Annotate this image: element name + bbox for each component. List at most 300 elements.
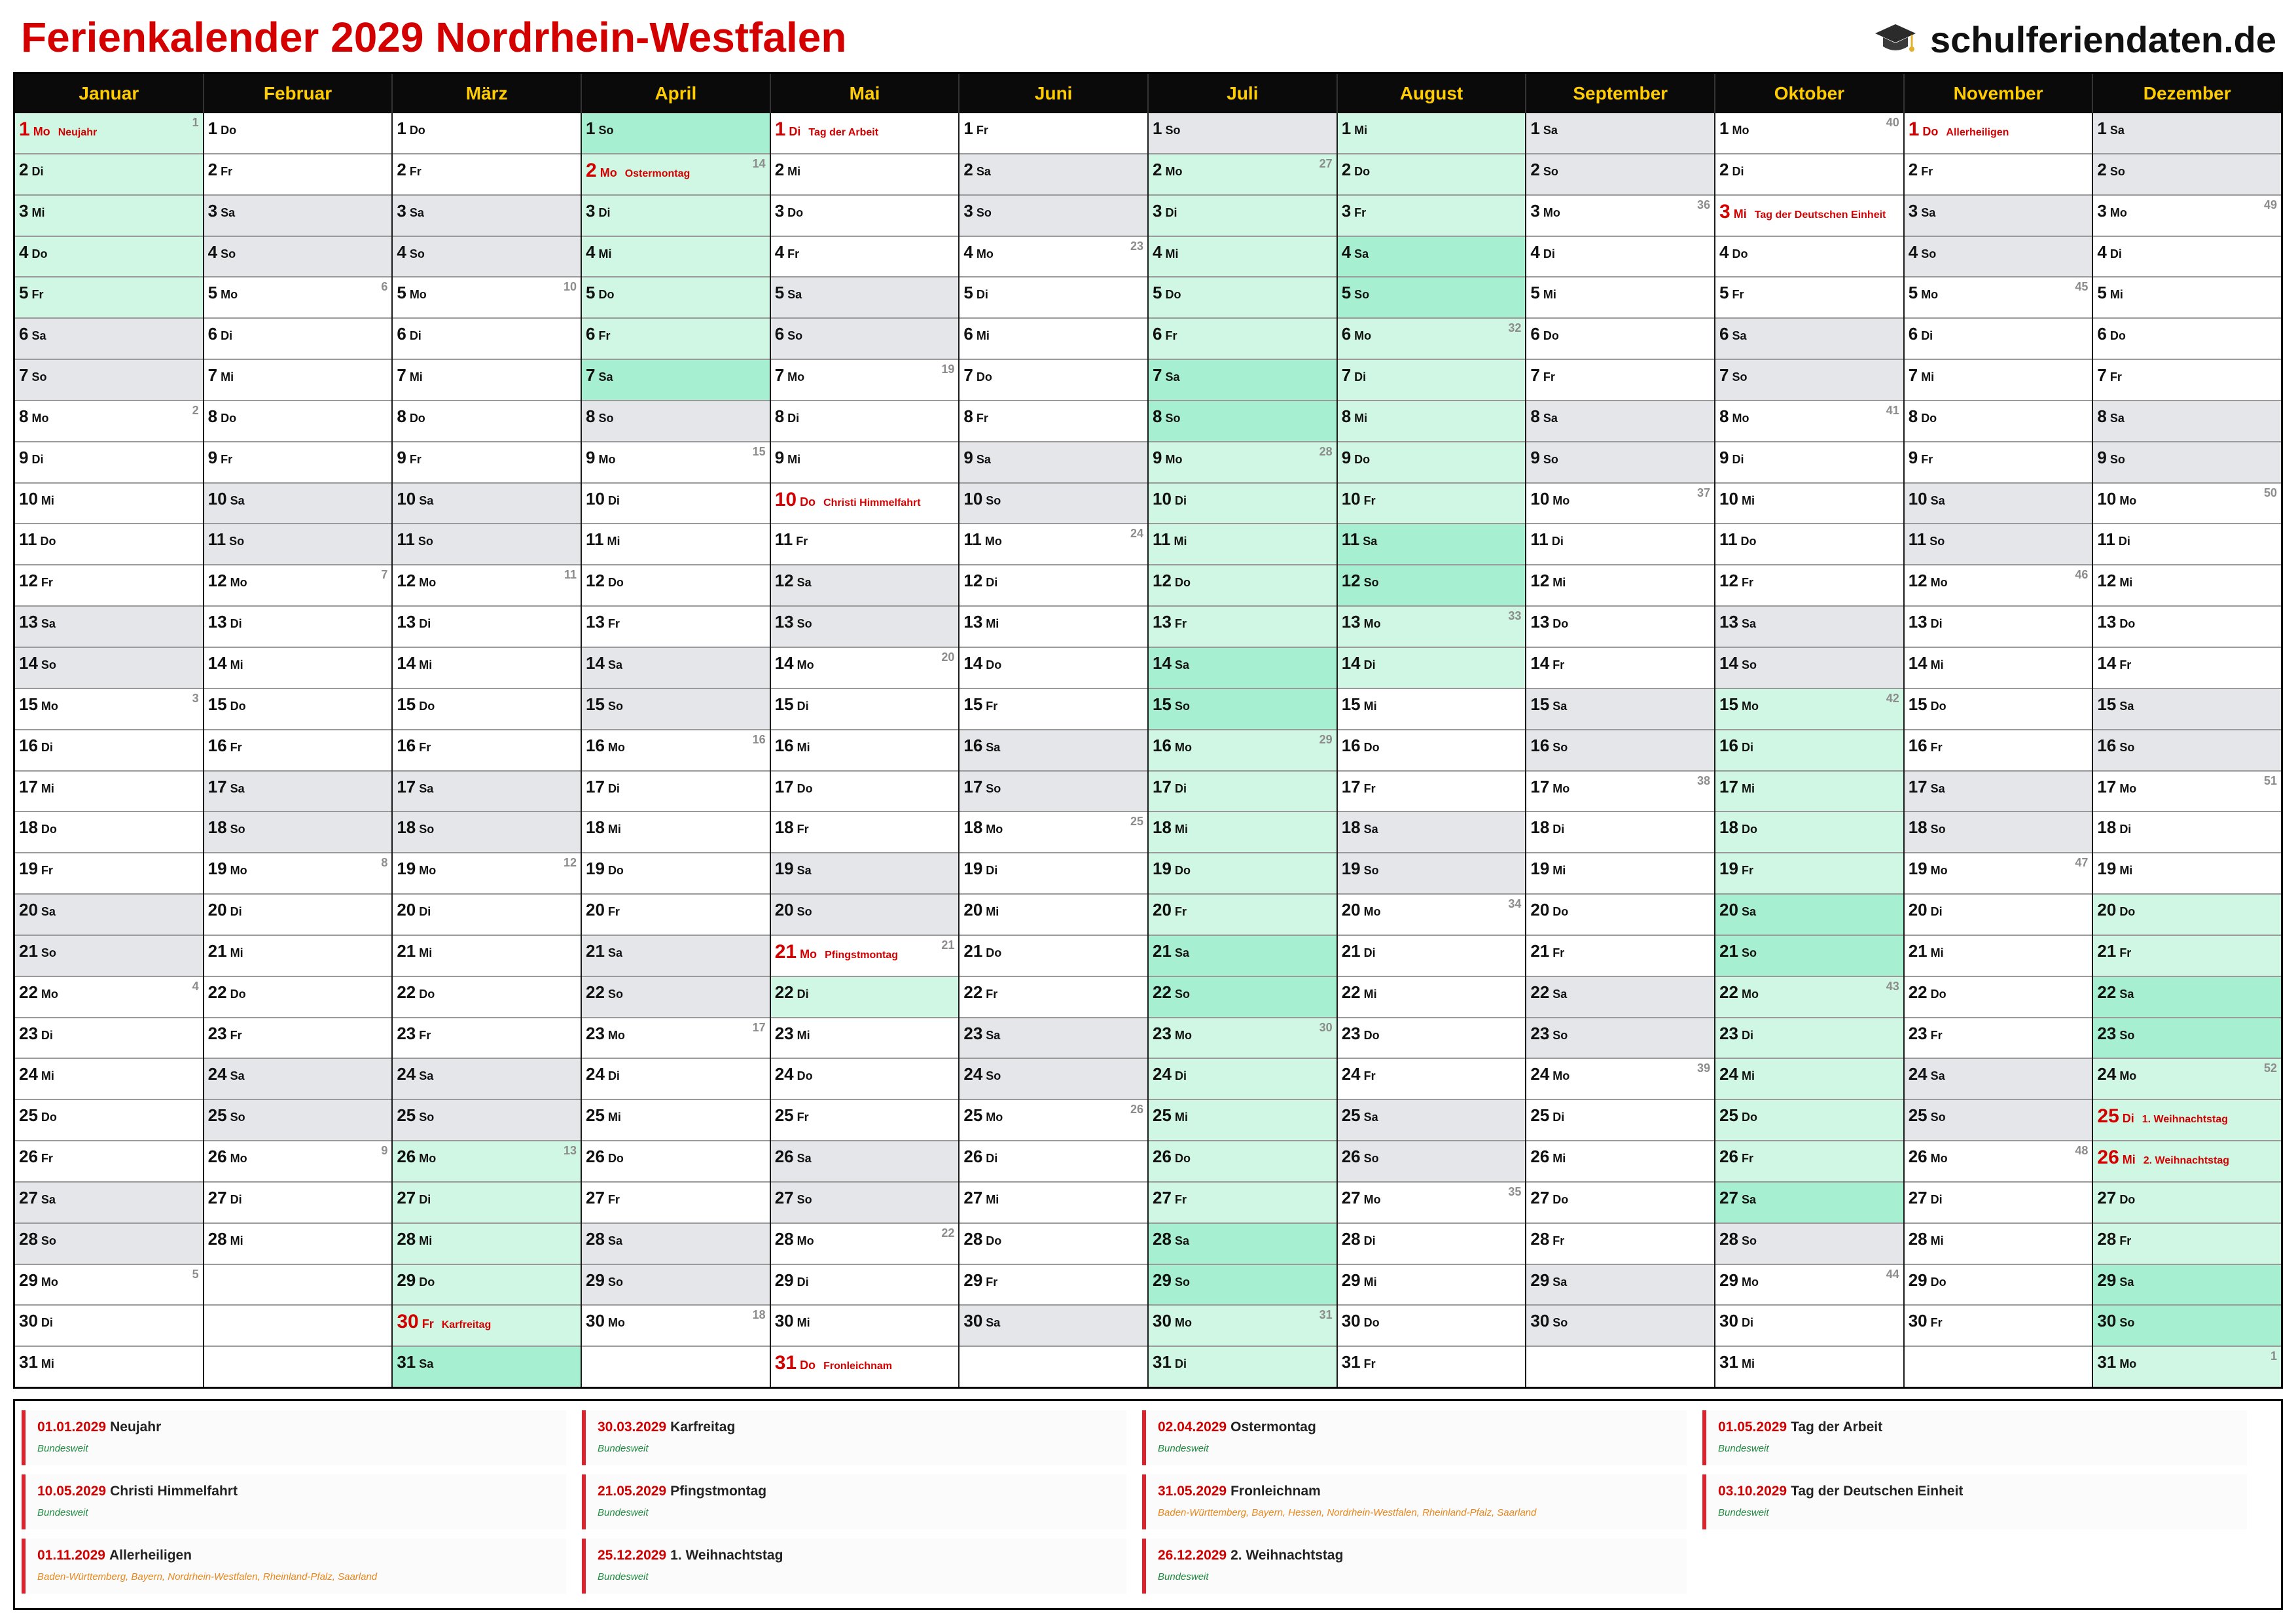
day-number: 3 So [963,200,992,221]
holiday-name: Tag der Arbeit [808,127,879,138]
weekday-label: Mo [1165,452,1183,466]
weekday-label: Do [2119,905,2136,919]
weekday-label: Do [1354,452,1371,466]
day-cell [204,401,392,442]
day-cell [1905,484,2092,525]
day-number: 10 Mo [2097,488,2137,508]
brand[interactable] [1874,18,2276,61]
day-cell [393,895,581,936]
weekday-label: Di [1363,946,1376,959]
day-cell [771,360,959,401]
weekday-label: Di [1921,329,1933,343]
day-number: 4 Fr [774,241,800,262]
day-number: 14 Mi [1908,652,1944,673]
day-number: 26 So [1341,1147,1379,1167]
week-number: 9 [381,1144,388,1158]
day-number: 15 Di [774,694,809,714]
day-number: 4 Mi [1153,241,1179,262]
weekday-label: So [976,205,992,219]
day-number: 1 Do [207,118,237,138]
weekday-label: Sa [1363,1111,1378,1124]
day-cell [15,565,203,607]
day-number: 9 Fr [397,447,422,467]
day-cell [1526,1306,1714,1347]
day-number: 3 Mo [1530,200,1560,221]
weekday-label: Di [787,411,800,425]
day-number: 30 Mi [774,1311,810,1331]
day-cell [1338,484,1526,525]
day-number: 13 Fr [586,612,620,632]
day-number: 25 Do [1719,1105,1757,1126]
day-cell [1149,1018,1336,1060]
day-number: 24 Di [586,1064,620,1084]
day-cell [1149,565,1336,607]
day-number: 8 Di [774,406,800,426]
weekday-label: Mi [1174,535,1187,548]
day-cell [1526,812,1714,853]
day-number: 12 Sa [774,571,812,591]
weekday-label: Do [1921,411,1937,425]
day-number: 1 Do [397,118,425,138]
legend-scope: Bundesweit [1158,1443,1209,1454]
day-number: 17 Mi [1719,776,1755,796]
legend-title [37,1419,566,1435]
weekday-label: Di [1741,1028,1753,1042]
day-cell [1715,812,1903,853]
weekday-label: Do [607,1152,624,1166]
weekday-label: Sa [230,493,245,507]
day-number: 8 Fr [963,406,988,426]
day-number: 25 So [207,1105,245,1126]
day-cell [582,1224,770,1265]
day-cell [1715,1224,1903,1265]
day-number: 20 Sa [1719,900,1756,920]
day-cell [960,730,1147,772]
day-number: 30 So [1530,1311,1568,1331]
weekday-label: So [1354,288,1370,302]
day-cell [1905,812,2092,853]
weekday-label: Di [789,125,801,138]
day-cell [1715,895,1903,936]
day-cell [1526,196,1714,237]
week-number: 43 [1886,979,1899,993]
weekday-label: Fr [1552,946,1565,959]
day-number: 26 Fr [19,1147,53,1167]
day-number: 2 Fr [207,159,233,179]
legend-holiday-name: Neujahr [110,1419,162,1435]
weekday-label: Mi [1741,781,1755,795]
day-number: 21 Fr [1530,940,1565,961]
day-cell [1338,853,1526,895]
day-number: 2 Di [19,159,44,179]
day-number: 11 Di [1530,529,1564,550]
day-number: 28 Sa [1153,1228,1189,1249]
legend-holiday-name: Pfingstmontag [670,1484,767,1499]
weekday-label: Sa [976,164,991,178]
day-cell [15,895,203,936]
legend-item [22,1474,566,1529]
day-number: 2 Do [1341,159,1371,179]
day-number: 22 Sa [1530,982,1568,1002]
day-cell [771,607,959,648]
day-cell [2093,1265,2281,1306]
weekday-label: Mo [797,658,814,671]
day-cell [1715,1018,1903,1060]
day-cell [1905,442,2092,484]
day-number: 17 Do [774,776,813,796]
empty-day-cell [204,1347,392,1387]
day-cell [1715,113,1903,154]
day-cell [204,277,392,319]
legend-item [1142,1410,1687,1465]
day-cell [393,1265,581,1306]
legend-scope: Bundesweit [37,1443,88,1454]
day-number: 28 So [19,1228,56,1249]
day-cell [15,237,203,278]
day-cell [1338,319,1526,360]
day-number: 24 Do [774,1064,813,1084]
day-cell [15,936,203,977]
holiday-name: Ostermontag [624,168,691,179]
day-number: 22 Mo [1719,982,1759,1002]
day-cell [1526,154,1714,196]
day-number: 5 Do [586,283,615,303]
day-number: 21 Mi [397,940,433,961]
day-number: 18 Fr [774,817,809,838]
weekday-label: Fr [598,329,611,343]
day-cell [771,853,959,895]
day-number: 26 Mo [1908,1147,1948,1167]
day-number: 17 Mi [19,776,54,796]
day-number: 22 Di [774,982,809,1002]
day-cell [771,277,959,319]
weekday-label: So [2109,164,2125,178]
day-number: 19 Mo [1908,859,1948,879]
weekday-label: Do [607,864,624,878]
weekday-label: Do [1543,329,1559,343]
weekday-label: Do [409,124,425,137]
day-number: 6 Fr [1153,324,1177,344]
day-number: 23 Fr [397,1023,431,1043]
day-number: 29 Fr [963,1270,998,1290]
weekday-label: So [1741,1234,1757,1247]
weekday-label: Mo [1552,781,1570,795]
weekday-label: So [1921,247,1937,260]
day-cell [960,196,1147,237]
day-cell [1338,237,1526,278]
day-cell [393,113,581,154]
holiday-day-cell [15,113,203,154]
day-number: 15 So [1153,694,1190,714]
legend-holiday-name: Allerheiligen [109,1548,192,1563]
day-number: 16 Fr [397,735,431,755]
weekday-label: So [1930,823,1946,836]
day-number: 18 Di [2097,817,2132,838]
day-cell [960,154,1147,196]
weekday-label: Sa [1741,905,1756,919]
day-number: 8 Sa [2097,406,2125,426]
day-number: 19 Mi [1530,859,1566,879]
day-number: 8 Mo [19,406,49,426]
weekday-label: Di [31,452,44,466]
week-number: 21 [941,938,955,952]
weekday-label: Di [986,576,998,590]
day-number: 7 Mi [1908,365,1935,385]
day-cell [1715,607,1903,648]
day-number: 14 Do [963,652,1002,673]
day-number: 20 Fr [586,900,620,920]
weekday-label: Mi [1741,1357,1755,1371]
weekday-label: Mo [600,166,617,179]
day-number: 8 Mi [1341,406,1368,426]
day-number: 6 Mi [963,324,990,344]
weekday-label: Mo [1174,740,1192,754]
day-cell [15,730,203,772]
weekday-label: Do [1741,1111,1757,1124]
day-cell [582,1018,770,1060]
graduation-cap-icon [1874,22,1917,58]
weekday-label: Di [41,1316,53,1330]
day-cell [1149,196,1336,237]
weekday-label: Fr [419,1028,431,1042]
weekday-label: Mo [41,1275,58,1289]
day-number: 13 Do [1530,612,1569,632]
weekday-label: Mi [41,1357,54,1371]
weekday-label: Mo [1174,1316,1192,1330]
day-cell [1905,277,2092,319]
day-number: 25 Di 1. Weihnachtstag [2097,1105,2229,1128]
day-number: 13 Sa [19,612,56,632]
legend-date: 01.05.2029 [1718,1419,1787,1435]
day-number: 27 Sa [1719,1187,1756,1207]
day-number: 20 Di [1908,900,1943,920]
weekday-label: Do [409,411,425,425]
day-cell [1526,607,1714,648]
day-cell [1526,442,1714,484]
day-cell [15,196,203,237]
day-number: 2 Di [1719,159,1744,179]
legend-title [1158,1548,1687,1563]
weekday-label: Do [1740,535,1757,548]
day-cell [15,607,203,648]
legend-item [1702,1474,2247,1529]
day-number: 6 Do [2097,324,2126,344]
day-cell [2093,484,2281,525]
weekday-label: Di [1732,164,1744,178]
legend-date: 10.05.2029 [37,1484,107,1499]
day-cell [2093,977,2281,1018]
weekday-label: Mi [1165,247,1179,260]
day-cell [1526,277,1714,319]
day-number: 21 So [19,940,56,961]
day-cell [1905,1018,2092,1060]
day-cell [960,237,1147,278]
day-cell [393,1018,581,1060]
day-number: 27 Sa [19,1187,56,1207]
day-cell [1905,772,2092,813]
day-number: 4 So [397,241,425,262]
day-cell [1905,1265,2092,1306]
weekday-label: Mi [976,329,990,343]
legend-date: 21.05.2029 [598,1484,667,1499]
day-cell [582,237,770,278]
weekday-label: So [986,1069,1001,1083]
day-number: 5 Mi [2097,283,2123,303]
weekday-label: Fr [1543,370,1555,384]
day-number: 6 Di [1908,324,1933,344]
day-number: 20 Mi [963,900,999,920]
day-cell [393,524,581,565]
weekday-label: Mi [1354,411,1368,425]
weekday-label: Do [800,495,816,508]
day-number: 22 Fr [963,982,998,1002]
day-number: 24 So [963,1064,1001,1084]
day-number: 6 So [774,324,803,344]
day-number: 27 Di [397,1187,431,1207]
day-number: 19 Do [586,859,624,879]
day-cell [1149,648,1336,689]
day-cell [204,812,392,853]
day-number: 16 Fr [207,735,242,755]
day-cell [1715,524,1903,565]
day-cell [1715,154,1903,196]
day-cell [582,113,770,154]
weekday-label: Mi [419,1234,433,1247]
day-number: 29 Do [397,1270,435,1290]
day-number: 8 So [586,406,614,426]
day-cell [1149,360,1336,401]
day-number: 30 Do [1341,1311,1380,1331]
day-number: 3 Di [586,200,611,221]
day-number: 17 Sa [397,776,434,796]
weekday-label: Di [1741,740,1753,754]
empty-day-cell [960,1347,1147,1387]
day-number: 9 Mo [586,447,616,467]
day-number: 21 Sa [586,940,622,961]
day-cell [204,484,392,525]
weekday-label: Di [1552,1111,1565,1124]
day-cell [960,1265,1147,1306]
day-number: 22 Do [397,982,435,1002]
day-cell [15,1100,203,1141]
day-cell [582,565,770,607]
day-number: 14 Sa [586,652,622,673]
weekday-label: Fr [2119,658,2132,671]
weekday-label: Sa [1543,124,1558,137]
day-cell [1149,689,1336,730]
day-number: 9 Mo [1153,447,1183,467]
day-number: 28 Sa [586,1228,622,1249]
legend-title [1158,1484,1687,1499]
day-number: 9 Di [1719,447,1744,467]
day-number: 20 So [774,900,812,920]
day-number: 11 Mo [963,529,1002,550]
day-cell [582,689,770,730]
day-number: 22 Sa [2097,982,2134,1002]
legend-date: 02.04.2029 [1158,1419,1227,1435]
weekday-label: Sa [2119,699,2134,713]
day-cell [15,277,203,319]
day-cell [2093,607,2281,648]
legend-date: 25.12.2029 [598,1548,667,1563]
day-number: 10 Fr [1341,488,1376,508]
weekday-label: Fr [787,247,800,260]
month-column [1905,113,2094,1387]
weekday-label: Fr [986,1275,998,1289]
day-number: 20 Fr [1153,900,1187,920]
weekday-label: Do [800,1359,816,1372]
day-cell [15,1183,203,1224]
day-cell [960,524,1147,565]
legend-title [37,1548,566,1563]
weekday-label: Di [797,699,809,713]
day-number: 27 Do [1530,1187,1569,1207]
legend-item [22,1410,566,1465]
day-cell [1526,319,1714,360]
day-cell [204,1100,392,1141]
weekday-label: Sa [1552,699,1568,713]
week-number: 7 [381,568,388,582]
day-cell [393,484,581,525]
weekday-label: So [1165,411,1181,425]
day-cell [1338,607,1526,648]
day-cell [393,154,581,196]
day-number: 31 Mo [2097,1352,2137,1372]
day-cell [2093,936,2281,977]
weekday-label: Di [230,1192,242,1206]
day-number: 14 Di [1341,652,1376,673]
day-cell [1715,1306,1903,1347]
day-cell [1338,360,1526,401]
day-cell [1338,524,1526,565]
weekday-label: Di [419,905,431,919]
day-cell [15,1059,203,1100]
day-number: 28 Mi [397,1228,433,1249]
day-number: 22 Do [207,982,246,1002]
month-column [1715,113,1905,1387]
month-header-row [15,74,2281,113]
weekday-label: Di [1551,535,1564,548]
day-cell [1149,1059,1336,1100]
day-number: 12 Mi [2097,571,2133,591]
weekday-label: Fr [607,617,620,631]
day-number: 28 Di [1341,1228,1376,1249]
week-number: 51 [2264,774,2278,787]
weekday-label: So [1543,452,1558,466]
weekday-label: Mi [230,658,243,671]
day-number: 18 So [1908,817,1946,838]
day-cell [960,607,1147,648]
day-number: 20 Di [207,900,242,920]
week-number: 48 [2075,1144,2089,1158]
weekday-label: Sa [230,1069,245,1083]
month-header-september: September [1526,74,1715,113]
weekday-label: Fr [1921,452,1933,466]
day-number: 6 Fr [586,324,611,344]
day-cell [15,1018,203,1060]
weekday-label: Do [1552,617,1569,631]
day-cell [2093,730,2281,772]
day-cell [771,524,959,565]
day-number: 29 Di [774,1270,809,1290]
weekday-label: So [986,493,1001,507]
weekday-label: So [607,987,623,1001]
day-number: 26 Mi [1530,1147,1566,1167]
day-cell [393,1059,581,1100]
day-number: 5 Mo [397,283,427,303]
day-cell [15,812,203,853]
day-number: 30 Di [19,1311,53,1331]
